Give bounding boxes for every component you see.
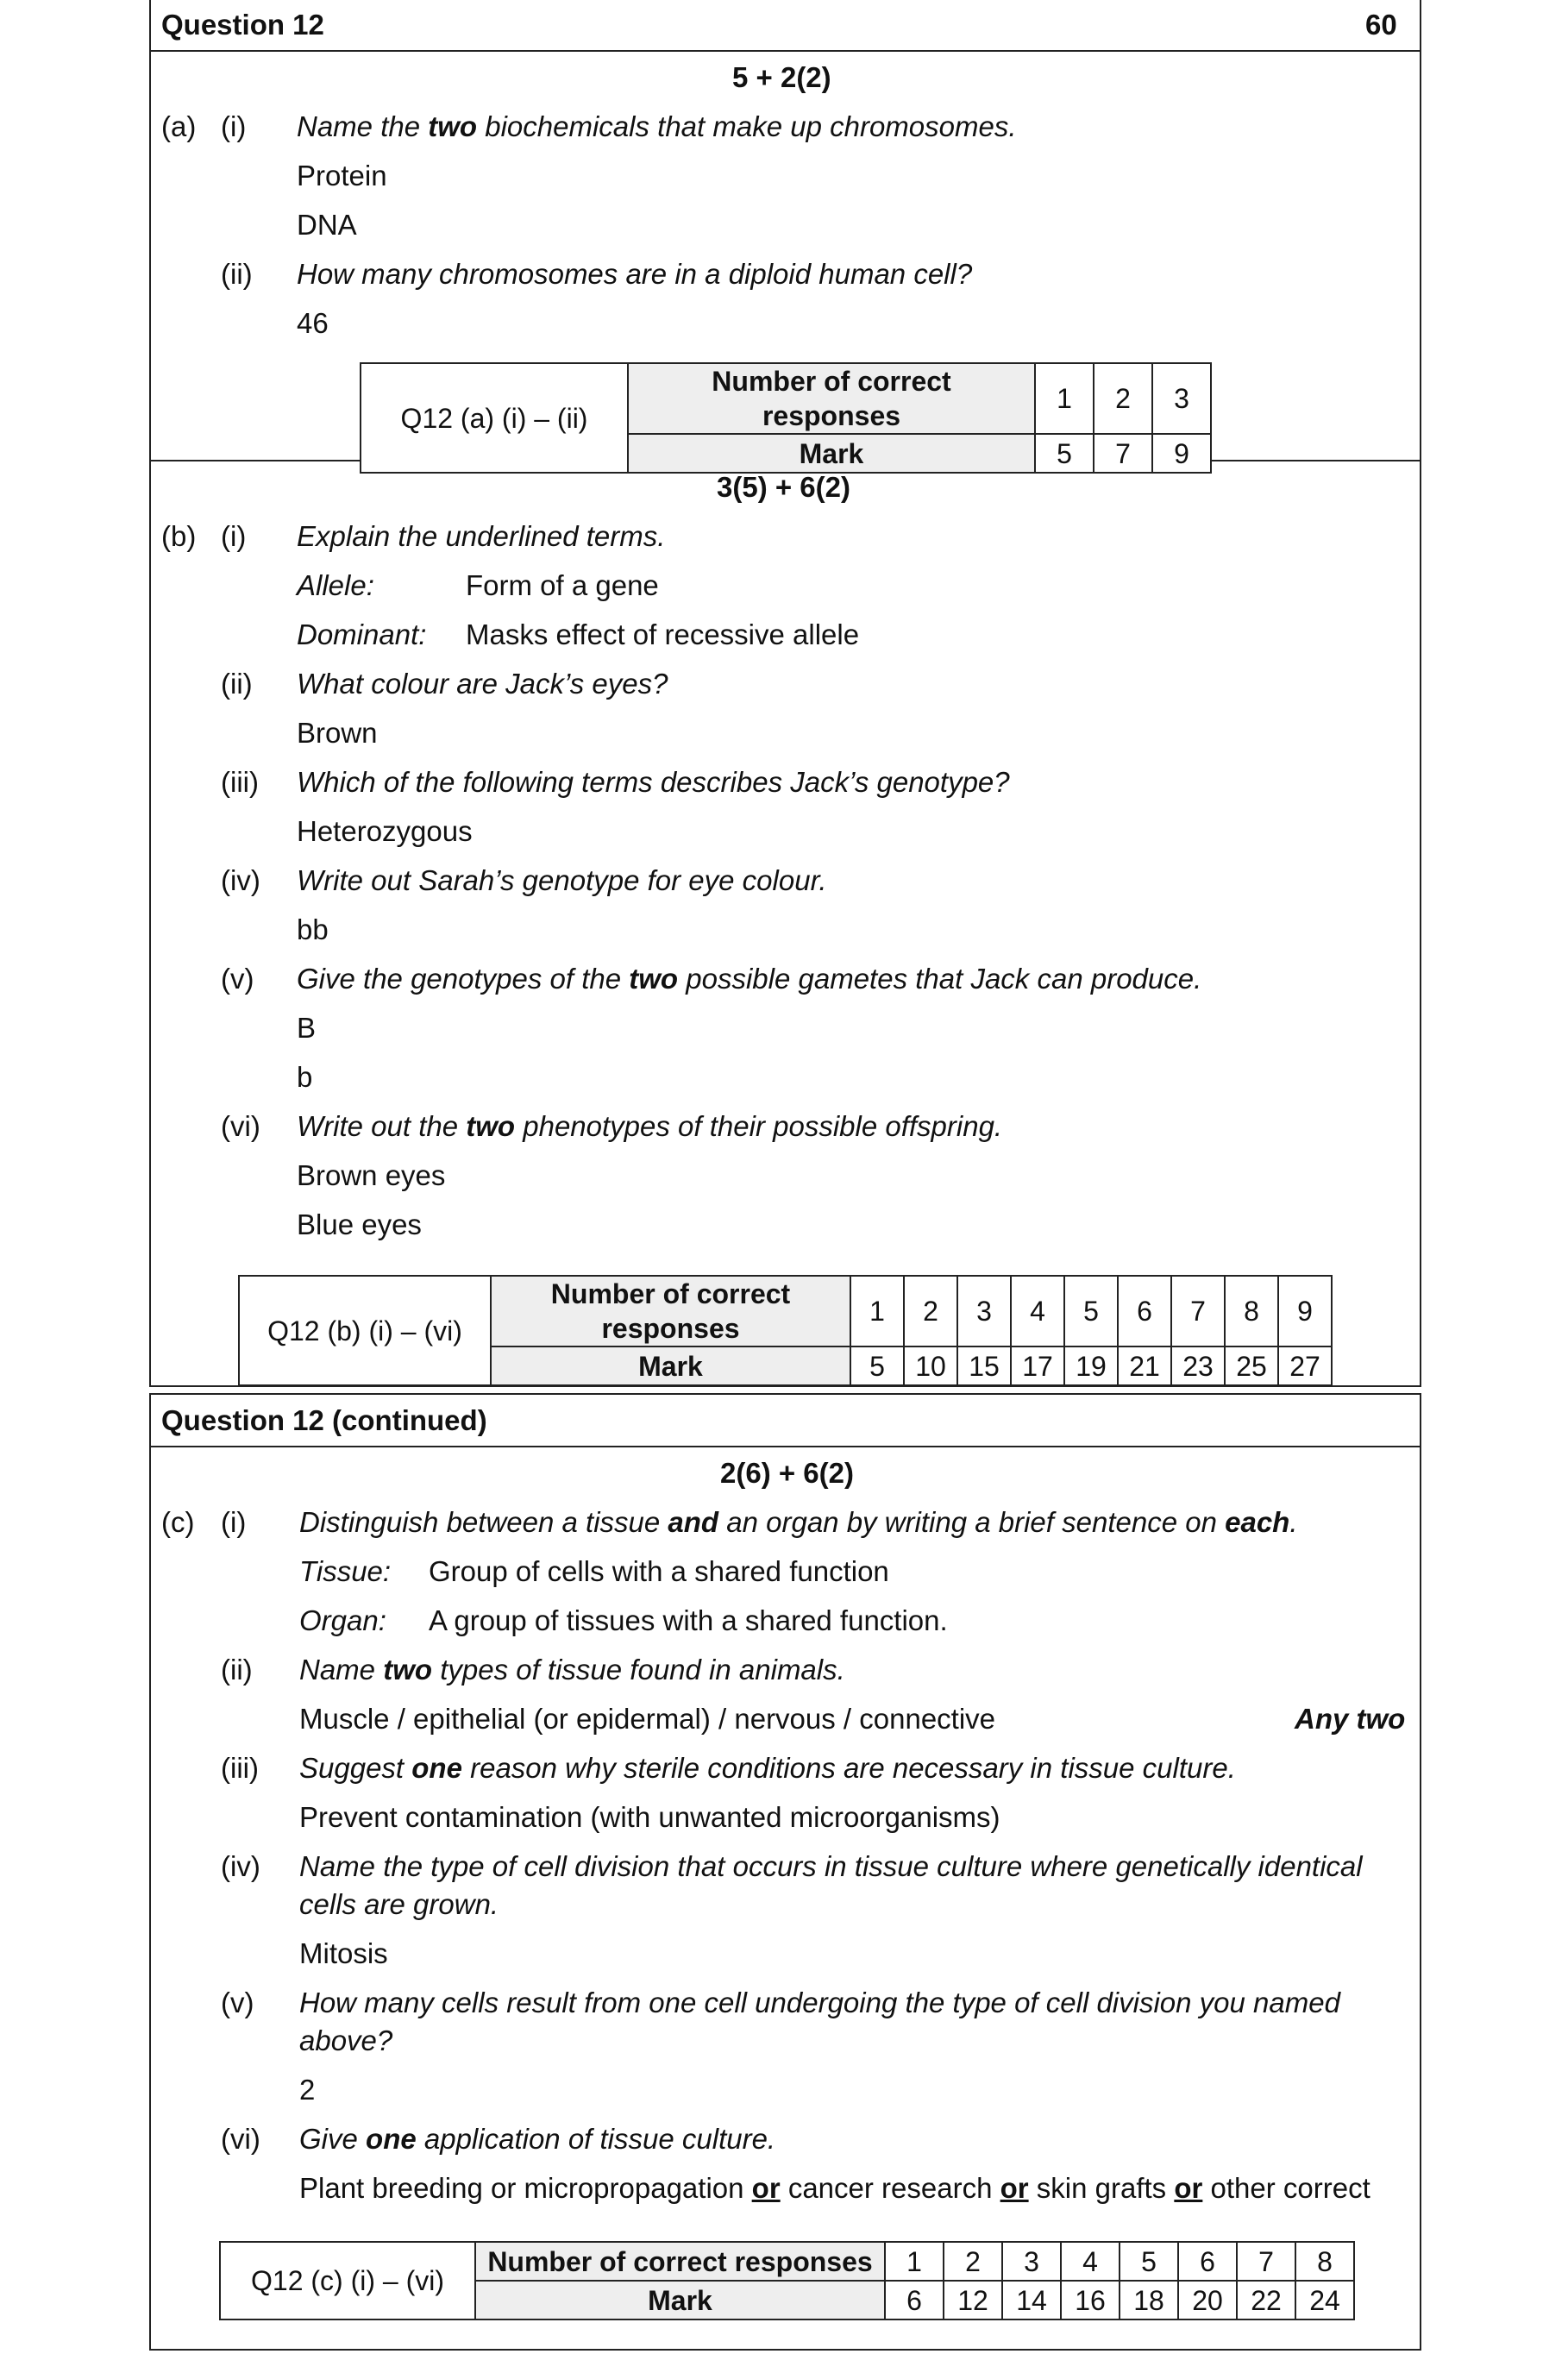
answer-text: Brown eyes [297,1159,446,1191]
answer-text: bb [297,913,329,945]
mark-value: 22 [1237,2281,1295,2319]
response-count: 4 [1061,2242,1120,2281]
mark-value: 5 [850,1346,904,1385]
response-count: 4 [1011,1276,1064,1346]
term-label: Allele: [297,569,374,601]
mark-value: 19 [1064,1346,1118,1385]
response-count: 5 [1064,1276,1118,1346]
table-label: Q12 (b) (i) – (vi) [239,1276,491,1385]
mark-value: 10 [904,1346,957,1385]
response-count: 8 [1225,1276,1278,1346]
question-text: Give one application of tissue culture. [299,2123,776,2155]
response-count: 8 [1295,2242,1354,2281]
mark-value: 25 [1225,1346,1278,1385]
response-count: 7 [1171,1276,1225,1346]
question-text: How many chromosomes are in a diploid human cell? [297,258,973,290]
mark-header: Mark [475,2281,885,2319]
mark-value: 15 [957,1346,1011,1385]
item-number: (iv) [221,864,260,896]
question-text: Write out the two phenotypes of their possible offspring. [297,1110,1003,1142]
marking-note: Any two [1295,1703,1406,1735]
response-count: 1 [1035,363,1094,434]
mark-value: 9 [1152,434,1211,473]
response-count: 6 [1118,1276,1171,1346]
mark-value: 14 [1002,2281,1061,2319]
answer-text: Protein [297,160,387,191]
responses-header: Number of correct responses [475,2242,885,2281]
item-number: (vi) [221,1110,260,1142]
mark-value: 27 [1278,1346,1332,1385]
mark-value: 6 [885,2281,944,2319]
question-text: Write out Sarah’s genotype for eye colour. [297,864,827,896]
answer-text: Group of cells with a shared function [429,1555,889,1587]
response-count: 6 [1178,2242,1237,2281]
mark-value: 16 [1061,2281,1120,2319]
table-label: Q12 (c) (i) – (vi) [220,2242,475,2319]
question-text: How many cells result from one cell undergoing the type of cell division you named [299,1987,1340,2018]
mark-value: 18 [1120,2281,1178,2319]
question-text: Give the genotypes of the two possible gametes that Jack can produce. [297,963,1202,995]
mark-value: 21 [1118,1346,1171,1385]
question-marks: 60 [1365,9,1397,41]
answer-text: 2 [299,2074,316,2106]
answer-text: Form of a gene [466,569,659,601]
item-number: (iv) [221,1850,260,1882]
answer-text: Muscle / epithelial (or epidermal) / nervous / connective [299,1703,996,1735]
response-count: 2 [904,1276,957,1346]
item-number: (iii) [221,1752,259,1784]
part-c-allocation: 2(6) + 6(2) [720,1457,854,1489]
question-text: Name the two biochemicals that make up chromosomes. [297,110,1017,142]
question-text: What colour are Jack’s eyes? [297,668,668,700]
answer-text: Plant breeding or micropropagation or cancer research or skin grafts or other correct [299,2172,1370,2204]
question-text: Explain the underlined terms. [297,520,666,552]
answer-text: A group of tissues with a shared function. [429,1604,948,1636]
responses-header: Number of correct responses [628,363,1035,434]
question-text: Suggest one reason why sterile conditions are necessary in tissue culture. [299,1752,1236,1784]
response-count: 1 [885,2242,944,2281]
response-count: 5 [1120,2242,1178,2281]
part-a-label: (a) [161,110,197,142]
part-b-allocation: 3(5) + 6(2) [717,471,850,503]
term-label: Organ: [299,1604,386,1636]
question-text: Which of the following terms describes Jack’s genotype? [297,766,1010,798]
answer-text: B [297,1012,317,1044]
term-label: Tissue: [299,1555,392,1587]
answer-text: Blue eyes [297,1208,422,1240]
answer-text: Prevent contamination (with unwanted microorganisms) [299,1801,1000,1833]
response-count: 2 [1094,363,1152,434]
part-c-label: (c) [161,1506,195,1538]
mark-value: 20 [1178,2281,1237,2319]
question-title: Question 12 [161,9,324,41]
question-text: Name two types of tissue found in animals. [299,1654,845,1685]
question-text: Name the type of cell division that occurs in tissue culture where genetically identical [299,1850,1363,1882]
responses-header: Number of correct responses [491,1276,850,1346]
response-count: 3 [1002,2242,1061,2281]
item-number: (iii) [221,766,259,798]
mark-value: 23 [1171,1346,1225,1385]
mark-value: 17 [1011,1346,1064,1385]
item-number: (ii) [221,258,253,290]
item-number: (i) [221,520,247,552]
response-count: 7 [1237,2242,1295,2281]
table-label: Q12 (a) (i) – (ii) [361,363,628,473]
part-a-allocation: 5 + 2(2) [732,61,831,93]
continued-title: Question 12 (continued) [161,1404,487,1436]
mark-value: 7 [1094,434,1152,473]
mark-value: 5 [1035,434,1094,473]
answer-text: Brown [297,717,378,749]
answer-text: Heterozygous [297,815,473,847]
item-number: (ii) [221,668,253,700]
response-count: 3 [1152,363,1211,434]
question-text: Distinguish between a tissue and an organ by writing a brief sentence on each. [299,1506,1298,1538]
response-count: 3 [957,1276,1011,1346]
question-text: above? [299,2024,393,2056]
answer-text: DNA [297,209,357,241]
item-number: (i) [221,1506,247,1538]
answer-text: Mitosis [299,1937,388,1969]
term-label: Dominant: [297,618,427,650]
marking-table-b [238,1275,1333,1386]
question-text: cells are grown. [299,1888,499,1920]
item-number: (ii) [221,1654,253,1685]
mark-value: 24 [1295,2281,1354,2319]
answer-text: b [297,1061,313,1093]
marking-table-c [219,2241,1355,2320]
header-divider [149,50,1421,52]
response-count: 2 [944,2242,1002,2281]
response-count: 9 [1278,1276,1332,1346]
answer-text: 46 [297,307,329,339]
item-number: (v) [221,1987,254,2018]
header-divider [149,1446,1421,1447]
answer-text: Masks effect of recessive allele [466,618,860,650]
mark-header: Mark [491,1346,850,1385]
response-count: 1 [850,1276,904,1346]
marking-table-a [360,362,1212,474]
part-b-label: (b) [161,520,197,552]
mark-header: Mark [628,434,1035,473]
item-number: (vi) [221,2123,260,2155]
mark-value: 12 [944,2281,1002,2319]
item-number: (v) [221,963,254,995]
item-number: (i) [221,110,247,142]
